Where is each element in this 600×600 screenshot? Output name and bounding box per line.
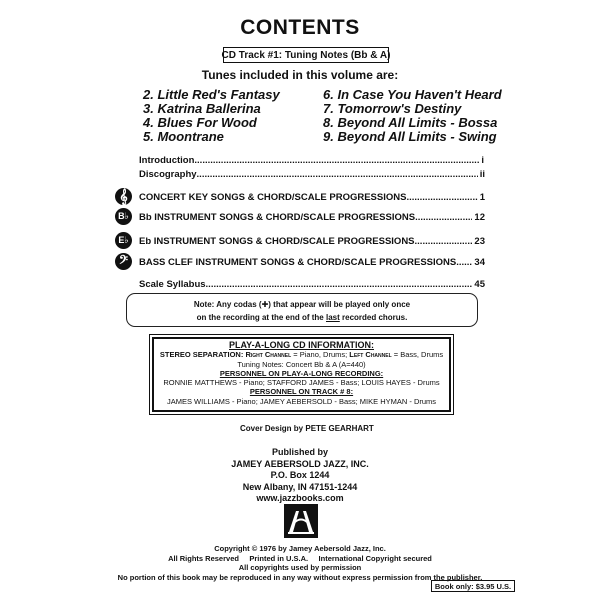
copyright-line: All Rights Reserved Printed in U.S.A. International Copyright secured: [168, 553, 432, 563]
treble-clef-icon: 𝄞: [115, 188, 132, 205]
toc-entry-introduction: [139, 155, 484, 166]
page-title: CONTENTS: [240, 16, 360, 39]
tunes-right-column: [323, 88, 502, 144]
note-line-2: [127, 311, 477, 324]
tune-item: 5. Moontrane: [143, 129, 224, 144]
toc-label: Introduction: [139, 155, 195, 166]
personnel-line: RONNIE MATTHEWS - Piano; STAFFORD JAMES - Bass; LOUIS HAYES - Drums: [163, 378, 440, 388]
tunes-heading: Tunes included in this volume are:: [201, 68, 399, 82]
toc-label: Scale Syllabus: [139, 279, 206, 290]
tune-item: 3. Katrina Ballerina: [143, 101, 261, 116]
publisher-line: Published by: [271, 447, 328, 457]
cd-info-heading: PLAY-A-LONG CD INFORMATION:: [229, 340, 374, 350]
stereo-separation-line: [154, 350, 449, 359]
tune-item: 2. Little Red's Fantasy: [143, 87, 280, 102]
copyright-line: All copyrights used by permission: [238, 563, 362, 573]
toc-page: i: [481, 155, 484, 166]
toc-label: Eb INSTRUMENT SONGS & CHORD/SCALE PROGRESSIONS: [139, 236, 415, 247]
track8-heading: PERSONNEL ON TRACK # 8:: [249, 387, 354, 397]
personnel-heading: PERSONNEL ON PLAY-A-LONG RECORDING:: [219, 368, 384, 378]
cd-track-box: CD Track #1: Tuning Notes (Bb & A): [223, 47, 389, 63]
copyright-line: Copyright © 1976 by Jamey Aebersold Jazz, Inc.: [214, 544, 386, 553]
toc-entry-bb-instrument: [139, 212, 485, 223]
toc-label: BASS CLEF INSTRUMENT SONGS & CHORD/SCALE PROGRESSIONS: [139, 257, 457, 268]
tune-item: 8. Beyond All Limits - Bossa: [323, 115, 498, 130]
toc-page: 12: [474, 212, 485, 223]
cover-design-credit: Cover Design by PETE GEARHART: [240, 424, 374, 433]
publisher-block: [0, 447, 600, 505]
toc-label: Discography: [139, 169, 197, 180]
toc-page: ii: [479, 169, 485, 180]
tune-item: 4. Blues For Wood: [143, 115, 257, 130]
toc-entry-bass-clef: [139, 257, 485, 268]
toc-page: 1: [479, 192, 485, 203]
toc-entry-discography: [139, 169, 485, 180]
toc-page: 45: [474, 279, 485, 290]
right-channel-value: = Piano, Drums;: [291, 350, 350, 360]
price-box: Book only: $3.95 U.S.: [431, 580, 515, 592]
stereo-label: STEREO SEPARATION:: [159, 350, 244, 360]
toc-page: 34: [474, 257, 485, 268]
note-text: recorded chorus.: [339, 313, 408, 322]
copyright-block: [0, 544, 600, 582]
track8-line: JAMES WILLIAMS - Piano; JAMEY AEBERSOLD - Bass; MIKE HYMAN - Drums: [166, 396, 437, 406]
tuning-notes-line: Tuning Notes: Concert Bb & A (A=440): [237, 359, 366, 369]
publisher-name: JAMEY AEBERSOLD JAZZ, INC.: [231, 458, 369, 469]
note-text: on the recording at the end of the: [196, 313, 326, 322]
left-channel-label: Left Channel: [349, 350, 392, 360]
tune-item: 7. Tomorrow's Destiny: [323, 101, 462, 116]
toc-entry-concert-key: [139, 192, 485, 203]
copyright-line: No portion of this book may be reproduced in any way without express permission from the publisher.: [117, 572, 483, 582]
note-line-1: Note: Any codas (✚) that appear will be played only once: [193, 300, 411, 309]
toc-label: CONCERT KEY SONGS & CHORD/SCALE PROGRESSIONS: [139, 192, 407, 203]
eb-instrument-icon: E♭: [115, 232, 132, 249]
toc-label: Bb INSTRUMENT SONGS & CHORD/SCALE PROGRESSIONS: [139, 212, 416, 223]
tune-item: 6. In Case You Haven't Heard: [323, 87, 502, 102]
left-channel-value: = Bass, Drums: [391, 350, 444, 360]
publisher-city: New Albany, IN 47151-1244: [242, 481, 358, 492]
publisher-website: www.jazzbooks.com: [256, 493, 344, 503]
bb-instrument-icon: B♭: [115, 208, 132, 225]
tune-item: 9. Beyond All Limits - Swing: [323, 129, 497, 144]
right-channel-label: Right Channel: [245, 350, 292, 360]
aebersold-logo-icon: [284, 504, 318, 538]
cd-information-box: [152, 337, 451, 412]
toc-entry-scale-syllabus: [139, 279, 485, 290]
publisher-address: P.O. Box 1244: [270, 470, 330, 480]
toc-page: 23: [474, 236, 485, 247]
note-emphasis: last: [325, 313, 340, 322]
bass-clef-icon: 𝄢: [115, 253, 132, 270]
toc-entry-eb-instrument: [139, 236, 485, 247]
coda-note-box: [126, 293, 478, 327]
tunes-left-column: [143, 88, 280, 144]
